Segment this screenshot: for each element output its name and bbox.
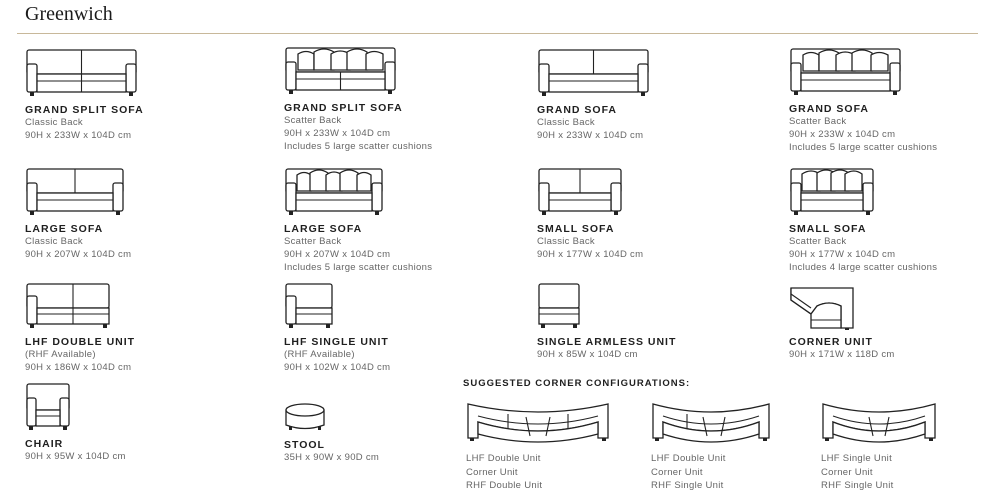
- stool-icon: [284, 401, 326, 433]
- product-note: Includes 4 large scatter cushions: [789, 262, 938, 273]
- product-name: GRAND SPLIT SOFA: [25, 104, 144, 116]
- corner-config-double-double-icon: [466, 400, 610, 444]
- product-grand-split-sofa-classic[interactable]: [25, 48, 144, 142]
- config-line: Corner Unit: [651, 466, 703, 478]
- config-line: LHF Double Unit: [651, 453, 726, 464]
- product-grand-sofa-classic[interactable]: [537, 48, 650, 142]
- product-availability: (RHF Available): [284, 349, 355, 360]
- product-name: GRAND SPLIT SOFA: [284, 102, 403, 114]
- sofa-split-classic-icon: [25, 48, 138, 98]
- product-back-style: Classic Back: [537, 236, 595, 247]
- sofa-split-scatter-icon: [284, 46, 397, 96]
- product-dimensions: 90H x 186W x 104D cm: [25, 362, 132, 373]
- product-note: Includes 5 large scatter cushions: [789, 142, 938, 153]
- product-dimensions: 90H x 207W x 104D cm: [284, 249, 391, 260]
- sofa-scatter-icon: [284, 167, 384, 217]
- product-back-style: Classic Back: [25, 117, 83, 128]
- product-back-style: Scatter Back: [284, 115, 342, 126]
- product-dimensions: 90H x 233W x 104D cm: [789, 129, 896, 140]
- product-large-sofa-scatter[interactable]: [284, 167, 432, 274]
- product-dimensions: 90H x 177W x 104D cm: [789, 249, 896, 260]
- config-line: LHF Double Unit: [466, 453, 541, 464]
- corner-config-double-single-icon: [651, 400, 771, 444]
- product-lhf-double-unit[interactable]: [25, 282, 135, 374]
- suggested-configurations-title: SUGGESTED CORNER CONFIGURATIONS:: [463, 378, 691, 389]
- corner-unit-icon: [789, 284, 855, 330]
- sofa-classic-icon: [537, 167, 623, 217]
- product-lhf-single-unit[interactable]: [284, 282, 390, 374]
- product-back-style: Scatter Back: [789, 116, 847, 127]
- corner-config-single-single-icon: [821, 400, 937, 444]
- product-name: SINGLE ARMLESS UNIT: [537, 336, 677, 348]
- chair-icon: [25, 382, 71, 432]
- product-name: GRAND SOFA: [789, 103, 870, 115]
- product-name: SMALL SOFA: [789, 223, 867, 235]
- product-name: LARGE SOFA: [25, 223, 104, 235]
- product-dimensions: 90H x 171W x 118D cm: [789, 349, 895, 360]
- product-back-style: Classic Back: [537, 117, 595, 128]
- product-name: CHAIR: [25, 438, 64, 450]
- product-single-armless-unit[interactable]: [537, 282, 676, 361]
- product-dimensions: 90H x 233W x 104D cm: [537, 130, 644, 141]
- product-stool[interactable]: [284, 401, 379, 464]
- product-name: LHF DOUBLE UNIT: [25, 336, 136, 348]
- product-dimensions: 90H x 177W x 104D cm: [537, 249, 644, 260]
- page-title: Greenwich: [25, 3, 113, 25]
- sofa-scatter-icon: [789, 167, 875, 217]
- product-corner-unit[interactable]: [789, 284, 895, 361]
- product-large-sofa-classic[interactable]: [25, 167, 131, 261]
- product-small-sofa-scatter[interactable]: [789, 167, 937, 274]
- config-line: LHF Single Unit: [821, 453, 893, 464]
- product-back-style: Scatter Back: [284, 236, 342, 247]
- product-name: LHF SINGLE UNIT: [284, 336, 389, 348]
- product-name: LARGE SOFA: [284, 223, 363, 235]
- config-line: RHF Double Unit: [466, 480, 543, 491]
- config-line: RHF Single Unit: [821, 480, 894, 491]
- corner-config-single-single[interactable]: [821, 400, 937, 493]
- double-unit-icon: [25, 282, 111, 330]
- product-dimensions: 90H x 233W x 104D cm: [284, 128, 391, 139]
- product-grand-sofa-scatter[interactable]: [789, 47, 937, 154]
- product-name: CORNER UNIT: [789, 336, 873, 348]
- config-line: RHF Single Unit: [651, 480, 724, 491]
- corner-config-double-double[interactable]: [466, 400, 610, 493]
- product-dimensions: 90H x 102W x 104D cm: [284, 362, 391, 373]
- product-back-style: Scatter Back: [789, 236, 847, 247]
- sofa-classic-icon: [537, 48, 650, 98]
- product-note: Includes 5 large scatter cushions: [284, 262, 433, 273]
- product-dimensions: 35H x 90W x 90D cm: [284, 452, 380, 463]
- product-back-style: Classic Back: [25, 236, 83, 247]
- product-small-sofa-classic[interactable]: [537, 167, 643, 261]
- product-grand-split-sofa-scatter[interactable]: [284, 46, 432, 153]
- product-name: STOOL: [284, 439, 325, 451]
- config-line: Corner Unit: [466, 466, 518, 478]
- product-dimensions: 90H x 233W x 104D cm: [25, 130, 132, 141]
- product-name: SMALL SOFA: [537, 223, 615, 235]
- armless-unit-icon: [537, 282, 581, 330]
- product-dimensions: 90H x 207W x 104D cm: [25, 249, 132, 260]
- product-chair[interactable]: [25, 382, 126, 463]
- product-availability: (RHF Available): [25, 349, 96, 360]
- product-dimensions: 90H x 95W x 104D cm: [25, 451, 126, 462]
- single-unit-icon: [284, 282, 334, 330]
- config-line: Corner Unit: [821, 466, 873, 478]
- sofa-classic-icon: [25, 167, 125, 217]
- sofa-scatter-icon: [789, 47, 902, 97]
- title-divider: [17, 33, 978, 34]
- product-dimensions: 90H x 85W x 104D cm: [537, 349, 638, 360]
- product-note: Includes 5 large scatter cushions: [284, 141, 433, 152]
- corner-config-double-single[interactable]: [651, 400, 771, 493]
- product-name: GRAND SOFA: [537, 104, 618, 116]
